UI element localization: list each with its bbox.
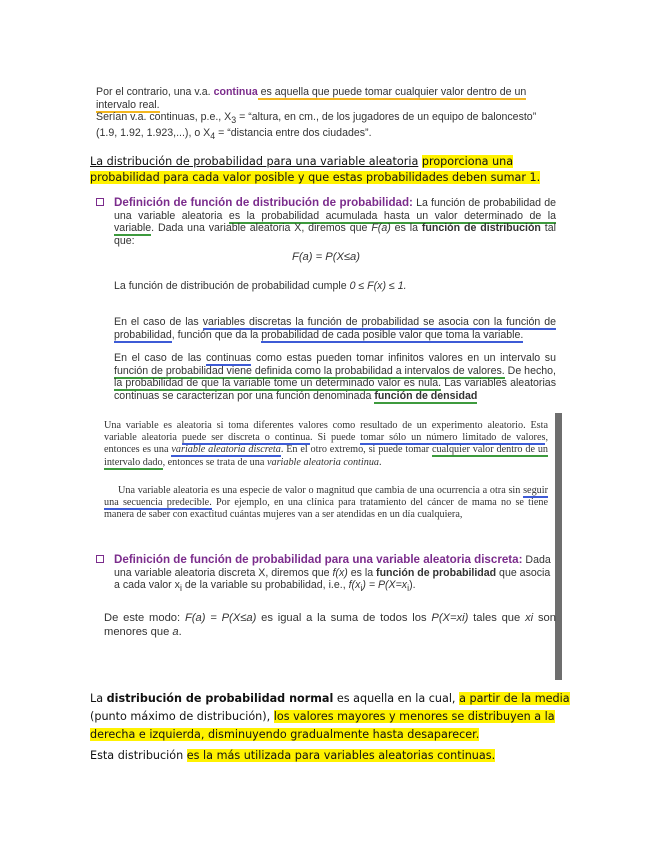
paragraph-de-este-modo: De este modo: F(a) = P(X≤a) es igual a la suma de todos los P(X=xi) tales que xi son menores que a. (104, 612, 556, 638)
paragraph-distribucion (90, 154, 570, 186)
paragraph-final: Esta distribución es la más utilizada para variables aleatorias continuas. (90, 749, 496, 762)
side-bar (555, 413, 562, 680)
paragraph-normal: La distribución de probabilidad normal es aquella en la cual, a partir de la media (punto máximo de distribución), los valores mayores y menores se distribuyen a la derecha e izquierda, disminuyendo gradualmente hasta desaparecer. (90, 692, 570, 741)
cumple-line: La función de distribución de probabilidad cumple 0 ≤ F(x) ≤ 1. (114, 280, 407, 292)
book-paragraph-magnitud: Una variable aleatoria es una especie de valor o magnitud que cambia de una ocurrencia a otra sin seguir una secuencia predecible. Por ejemplo, en una clínica para tratamiento del cáncer de mama no se tiene manera de saber con exactitud cuántas mujeres van a ser atendidas en un día cualquiera, (104, 485, 548, 521)
book-paragraph-aleatoria: Una variable es aleatoria si toma diferentes valores como resultado de un experimento aleatorio. Esta variable aleatoria puede ser discreta o continua. Si puede tomar sólo un número limitado de valores, entonces es una variable aleatoria discreta. En el otro extremo, si puede tomar cualquier valor dentro de un intervalo dado, entonces se trata de una variable aleatoria continua. (104, 420, 549, 468)
definition-distribution-function: Definición de función de distribución de probabilidad: La función de probabilidad de una variable aleatoria es la probabilidad acumulada hasta un valor determinado de la variable. Dada una variable aleatoria X, diremos que F(a) es la función de distribución tal que: (96, 197, 556, 247)
normal-term: distribución de probabilidad normal (106, 692, 334, 705)
paragraph-continua: Por el contrario, una v.a. continua es aquella que puede tomar cualquier valor dentro de un intervalo real. Serían v.a. continuas, p.e., $X_3$ = “altura, en cm., de los jugadores de un equipo de baloncesto” (1.9, 1.92, 1.923,...), o $X_4$ = “distancia entre dos ciudades”. (96, 86, 537, 141)
paragraph-discretas: En el caso de las variables discretas la función de probabilidad se asocia con la función de probabilidad, función que da la probabilidad de cada posible valor que toma la variable. (114, 316, 557, 341)
paragraph-continuas: En el caso de las continuas como estas pueden tomar infinitos valores en un intervalo su función de probabilidad viene definida como la probabilidad a intervalos de valores. De hecho, la probabilidad de que la variable tome un determinado valor es nula. Las variables aleatorias continuas se caracterizan por una función denominada función de densidad (114, 352, 556, 402)
bullet-icon (96, 198, 104, 206)
equation-F-a: F(a) = P(X≤a) (292, 251, 360, 263)
definition-title: Definición de función de probabilidad para una variable aleatoria discreta: (114, 553, 523, 566)
distribucion-phrase: La distribución de probabilidad para una variable aleatoria (90, 155, 419, 168)
continua-definition: es aquella que puede tomar cualquier valor dentro de un intervalo real. (96, 86, 527, 111)
distribucion-highlight: proporciona una probabilidad para cada valor posible y que estas probabilidades deben sumar 1. (90, 155, 541, 184)
bullet-icon (96, 555, 104, 563)
continua-term: continua (213, 86, 258, 98)
definition-probability-function: Definición de función de probabilidad para una variable aleatoria discreta: Dada una variable aleatoria discreta X, diremos que f(x) es la función de probabilidad que asocia a cada valor $x_i$ de la variable su probabilidad, i.e., $f(x_i) = P(X=x_i)$. (96, 554, 556, 595)
definition-title: Definición de función de distribución de probabilidad: (114, 196, 413, 209)
